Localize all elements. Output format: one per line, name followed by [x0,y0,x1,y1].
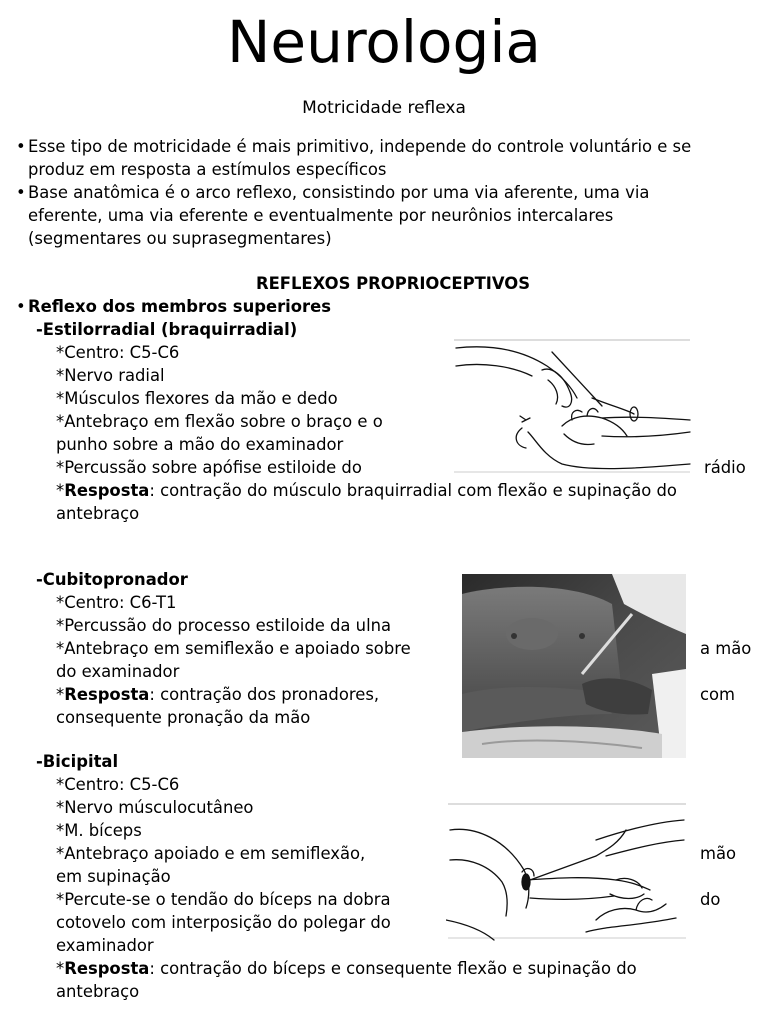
response-label: Resposta [64,959,150,978]
estilorradial-illustration [452,336,692,476]
cubitopronador-resposta-line-2: consequente pronação da mão [56,708,311,727]
estilorradial-percussao: *Percussão sobre apófise estiloide do [56,458,362,477]
intro-paragraph-2-line-1: Base anatômica é o arco reflexo, consistindo por uma via aferente, uma via [28,183,650,202]
estilorradial-musculos: *Músculos flexores da mão e dedo [56,389,338,408]
bicipital-percute-line-2: cotovelo com interposição do polegar do [56,913,391,932]
cubitopronador-heading: -Cubitopronador [36,570,188,589]
estilorradial-posicao-line-1: *Antebraço em flexão sobre o braço e o [56,412,383,431]
estilorradial-posicao-line-2: punho sobre a mão do examinador [56,435,344,454]
bullet-icon: • [16,297,26,316]
bicipital-percute-line-1: *Percute-se o tendão do bíceps na dobra [56,890,391,909]
bullet-icon: • [16,137,26,156]
page-subtitle: Motricidade reflexa [302,98,466,118]
cubitopronador-centro: *Centro: C6-T1 [56,593,177,612]
bicipital-percute-line-3: examinador [56,936,154,955]
bicipital-resposta: *Resposta: contração do bíceps e consequente flexão e supinação do [56,959,637,978]
cubitopronador-posicao-line-2: do examinador [56,662,180,681]
page-title: Neurologia [227,8,541,76]
bicipital-posicao-end: mão [700,844,737,863]
estilorradial-heading: -Estilorradial (braquirradial) [36,320,298,339]
cubitopronador-resposta: *Resposta: contração dos pronadores, [56,685,380,704]
bicipital-posicao-line-1: *Antebraço apoiado e em semiflexão, [56,844,366,863]
response-label: Resposta [64,481,150,500]
bicipital-centro: *Centro: C5-C6 [56,775,180,794]
cubitopronador-percussao: *Percussão do processo estiloide da ulna [56,616,392,635]
group-heading: Reflexo dos membros superiores [28,297,332,316]
bicipital-resposta-line-2: antebraço [56,982,140,1001]
cubitopronador-resposta-end: com [700,685,736,704]
section-heading: REFLEXOS PROPRIOCEPTIVOS [255,274,531,293]
bicipital-posicao-line-2: em supinação [56,867,171,886]
bullet-icon: • [16,183,26,202]
intro-paragraph-2-line-3: (segmentares ou suprasegmentares) [28,229,332,248]
estilorradial-resposta: *Resposta: contração do músculo braquirradial com flexão e supinação do [56,481,677,500]
estilorradial-resposta-line-2: antebraço [56,504,140,523]
estilorradial-percussao-end: rádio [704,458,746,477]
estilorradial-nervo: *Nervo radial [56,366,165,385]
intro-paragraph-1-line-1: Esse tipo de motricidade é mais primitivo, independe do controle voluntário e se [28,137,692,156]
response-label: Resposta [64,685,150,704]
bicipital-illustration [446,800,688,942]
estilorradial-centro: *Centro: C5-C6 [56,343,180,362]
intro-paragraph-1-line-2: produz em resposta a estímulos específicos [28,160,387,179]
cubitopronador-posicao-end: a mão [700,639,752,658]
intro-paragraph-2-line-2: eferente, uma via eferente e eventualmente por neurônios intercalares [28,206,614,225]
bicipital-heading: -Bicipital [36,752,119,771]
cubitopronador-photo [462,574,686,758]
bicipital-percute-end: do [700,890,721,909]
cubitopronador-posicao-line-1: *Antebraço em semiflexão e apoiado sobre [56,639,411,658]
bicipital-musculo: *M. bíceps [56,821,142,840]
bicipital-nervo: *Nervo músculocutâneo [56,798,254,817]
